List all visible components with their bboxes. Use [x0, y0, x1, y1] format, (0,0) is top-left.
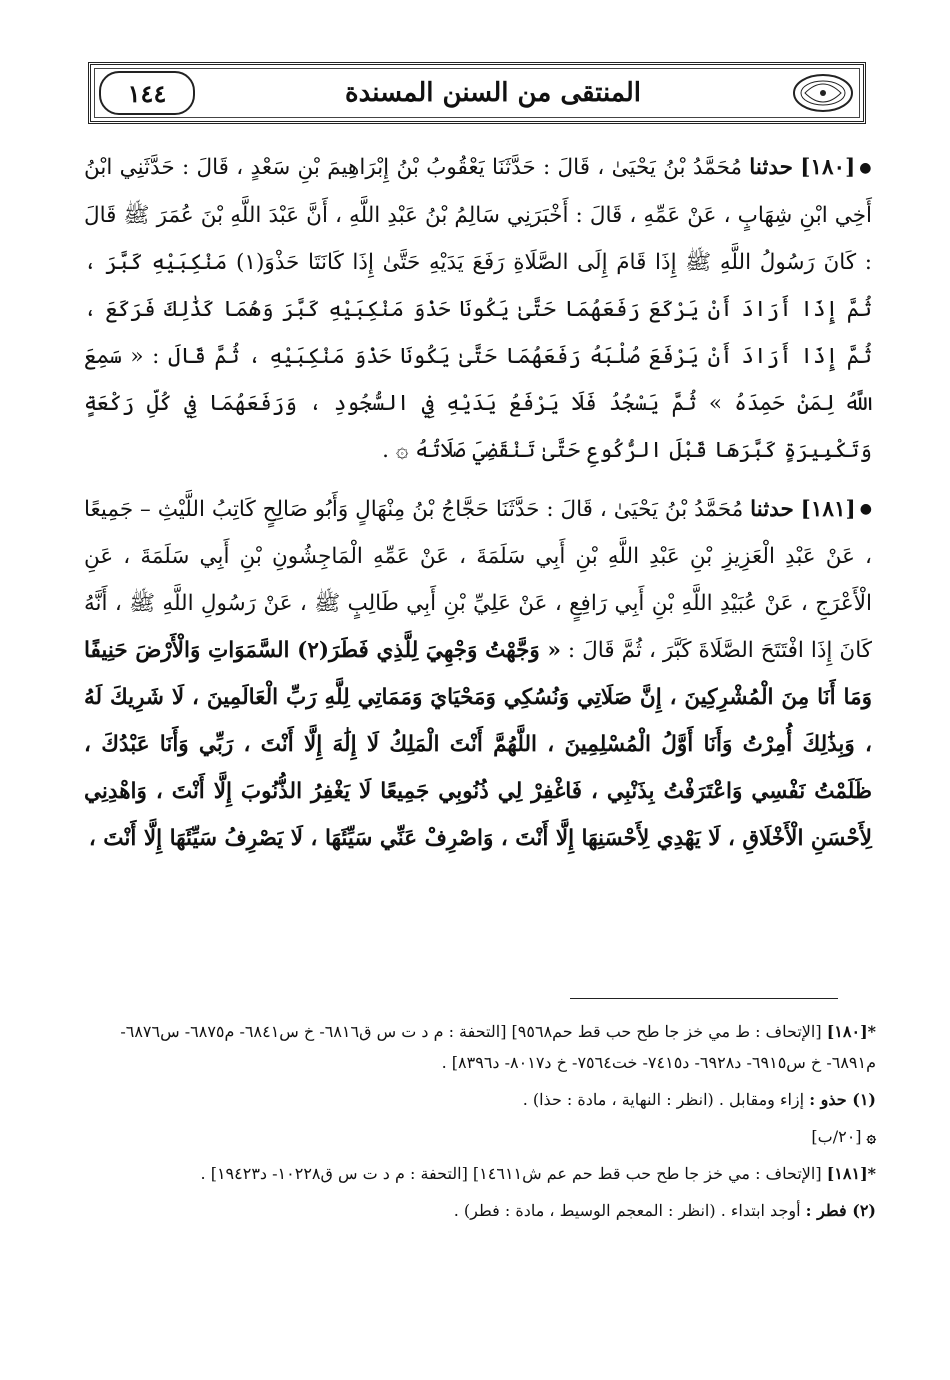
footnote-tag: (١) حذو : [809, 1090, 876, 1109]
footnote-text: إزاء ومقابل . (انظر : النهاية ، مادة : حذا) . [522, 1090, 805, 1109]
footnote [96, 1195, 876, 1226]
main-text [84, 144, 872, 874]
hadith-text: مُحَمَّدُ بْنُ يَحْيَىٰ ، قَالَ : حَدَّثَنَا يَعْقُوبُ بْنُ إِبْرَاهِيمَ بْنِ سَعْدٍ ، قَالَ : حَدَّثَنِي ابْنُ أَخِي ابْنِ شِهَابٍ ، عَنْ عَمِّهِ ، قَالَ : أَخْبَرَنِي سَالِمُ بْنُ عَبْدِ اللَّهِ ، أَنَّ عَبْدَ اللَّهِ بْنَ عُمَرَ ﷺ قَالَ : كَانَ رَسُولُ اللَّهِ ﷺ إِذَا قَامَ إِلَى الصَّلَاةِ رَفَعَ يَدَيْهِ حَتَّىٰ إِذَا كَانَتَا حَذْوَ(١) مَنْكِبَيْهِ كَبَّرَ ، ثُمَّ إِذَا أَرَادَ أَنْ يَرْكَعَ رَفَعَهُمَا حَتَّىٰ يَكُونَا حَذْوَ مَنْكِبَيْهِ كَبَّرَ وَهُمَا كَذَٰلِكَ فَرَكَعَ ، ثُمَّ إِذَا أَرَادَ أَنْ يَرْفَعَ صُلْبَهُ رَفَعَهُمَا حَتَّىٰ يَكُونَا حَذْوَ مَنْكِبَيْهِ ، ثُمَّ قَالَ : « سَمِعَ اللَّهُ لِمَنْ حَمِدَهُ » ثُمَّ يَسْجُدُ فَلَا يَرْفَعُ يَدَيْهِ فِي السُّجُودِ ، وَرَفَعَهُمَا فِي كُلِّ رَكْعَةٍ وَتَكْبِيرَةٍ كَبَّرَهَا قَبْلَ الرُّكُوعِ حَتَّىٰ تَنْقَضِيَ صَلَاتُهُ ۞ . [84, 155, 872, 463]
book-title: المنتقى من السنن المسندة [344, 78, 642, 108]
hadith-text: مُحَمَّدُ بْنُ يَحْيَىٰ ، قَالَ : حَدَّثَنَا حَجَّاجُ بْنُ مِنْهَالٍ وَأَبُو صَالِحٍ كَاتِبُ اللَّيْثِ – جَمِيعًا ، عَنْ عَبْدِ الْعَزِيزِ بْنِ عَبْدِ اللَّهِ بْنِ أَبِي سَلَمَةَ ، عَنْ عَمِّهِ الْمَاجِشُونِ بْنِ أَبِي سَلَمَةَ ، عَنِ الْأَعْرَجِ ، عَنْ عُبَيْدِ اللَّهِ بْنِ أَبِي رَافِعٍ ، عَنْ عَلِيِّ بْنِ أَبِي طَالِبٍ ﷺ ، عَنْ رَسُولِ اللَّهِ ﷺ ، أَنَّهُ كَانَ إِذَا افْتَتَحَ الصَّلَاةَ كَبَّرَ ، ثُمَّ قَالَ : [84, 496, 872, 663]
bullet-icon: ● [859, 159, 872, 176]
footnote-tag: ۞ [866, 1127, 876, 1146]
footnote [96, 1121, 876, 1152]
footnote [96, 1158, 876, 1189]
hadith-number: [١٨١] [800, 496, 856, 522]
footnote-tag: (٢) فطر : [805, 1201, 876, 1220]
footnote-text: [٢٠/ب] [811, 1127, 862, 1146]
hadith-180 [84, 144, 872, 474]
footnote-text: [الإتحاف : مي خز جا طح حب قط حم عم ش١٤٦١١] [التحفة : م د ت س ق١٠٢٢٨- د١٩٤٢٣] . [200, 1164, 822, 1183]
page-number: ١٤٤ [99, 71, 195, 115]
footnote-tag: *[١٨٠] [826, 1022, 876, 1041]
hadith-number: [١٨٠] [800, 155, 856, 180]
footnote-separator [570, 998, 838, 999]
footnote [96, 1084, 876, 1115]
ornament-icon [791, 71, 855, 115]
hadith-181 [84, 486, 872, 863]
hadith-opening: حدثنا [749, 155, 793, 180]
hadith-quote: « وَجَّهْتُ وَجْهِيَ لِلَّذِي فَطَرَ(٢) السَّمَوَاتِ وَالْأَرْضَ حَنِيفًا وَمَا أَنَا مِنَ الْمُشْرِكِينَ ، إِنَّ صَلَاتِي وَنُسُكِي وَمَحْيَايَ وَمَمَاتِي لِلَّهِ رَبِّ الْعَالَمِينَ ، لَا شَرِيكَ لَهُ ، وَبِذَٰلِكَ أُمِرْتُ وَأَنَا أَوَّلُ الْمُسْلِمِينَ ، اللَّهُمَّ أَنْتَ الْمَلِكُ لَا إِلَٰهَ إِلَّا أَنْتَ ، رَبِّي وَأَنَا عَبْدُكَ ، ظَلَمْتُ نَفْسِي وَاعْتَرَفْتُ بِذَنْبِي ، فَاغْفِرْ لِي ذُنُوبِي جَمِيعًا لَا يَغْفِرُ الذُّنُوبَ إِلَّا أَنْتَ ، وَاهْدِنِي لِأَحْسَنِ الْأَخْلَاقِ ، لَا يَهْدِي لِأَحْسَنِهَا إِلَّا أَنْتَ ، وَاصْرِفْ عَنِّي سَيِّئَهَا ، لَا يَصْرِفُ سَيِّئَهَا إِلَّا أَنْتَ ، [84, 638, 872, 851]
page-header [88, 62, 866, 124]
footnote-text: [الإتحاف : ط مي خز جا طح حب قط حم٩٥٦٨] [التحفة : م د ت س ق٦٨١٦- خ س٦٨٤١- م٦٨٧٥- س٦٨٧٦- م٦٨٩١- خ س٦٩١٥- د٦٩٢٨- د٧٤١٥- خت٧٥٦٤- خ د٨٠١٧- د٨٣٩٦] . [120, 1022, 876, 1072]
footnotes [96, 1016, 876, 1232]
footnote-tag: *[١٨١] [826, 1164, 876, 1183]
hadith-opening: حدثنا [750, 496, 794, 522]
bullet-icon: ● [859, 501, 872, 517]
footnote-text: أوجد ابتداء . (انظر : المعجم الوسيط ، مادة : فطر) . [453, 1201, 801, 1220]
footnote [96, 1016, 876, 1078]
